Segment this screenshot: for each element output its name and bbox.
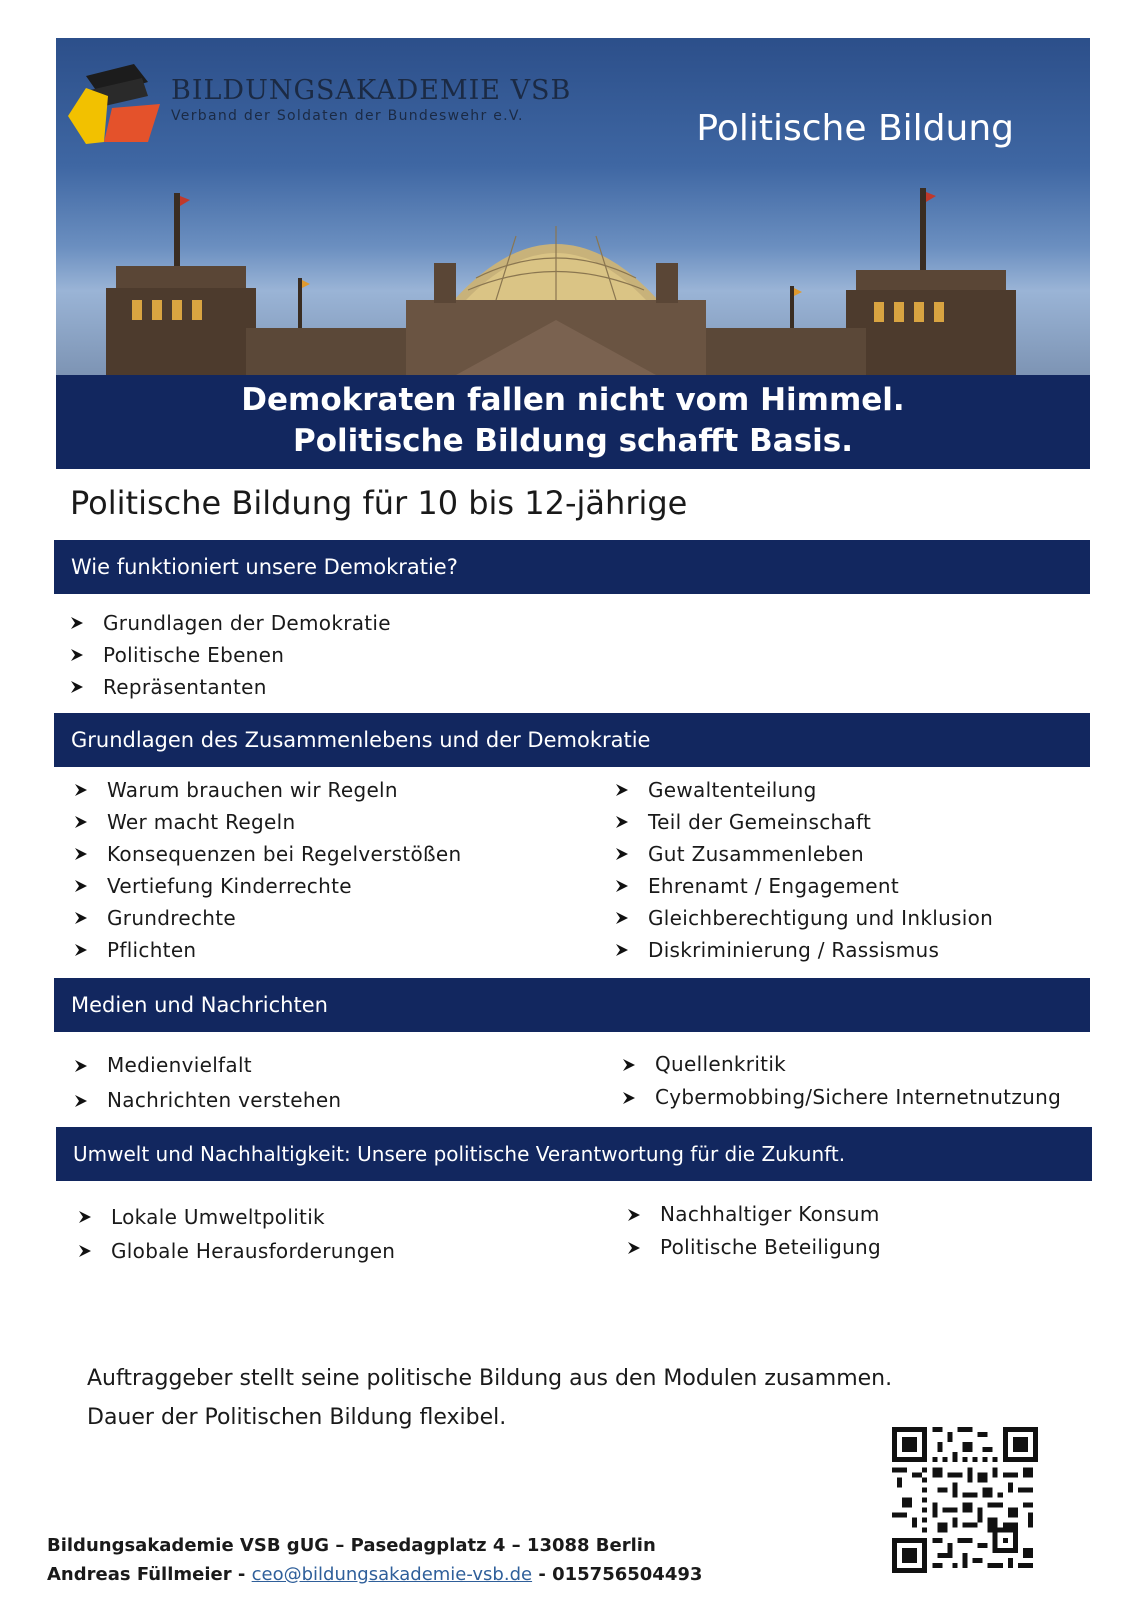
list-item: Politische Beteiligung [627,1231,881,1264]
note-duration: Dauer der Politischen Bildung flexibel. [87,1405,507,1430]
list-item: Ehrenamt / Engagement [615,870,993,902]
qr-code[interactable] [892,1427,1038,1573]
list-item: Grundrechte [74,902,461,934]
slogan-banner [56,375,1090,469]
contact-separator: - [532,1564,553,1585]
footer-contact [47,1564,702,1585]
arrow-bullet-icon [74,879,88,893]
note-modules: Auftraggeber stellt seine politische Bildung aus den Modulen zusammen. [87,1366,893,1391]
footer-address: Bildungsakademie VSB gUG – Pasedagplatz 4 – 13088 Berlin [47,1535,656,1556]
arrow-bullet-icon [615,943,629,957]
list-item: Gleichberechtigung und Inklusion [615,902,993,934]
list-item: Pflichten [74,934,461,966]
arrow-bullet-icon [615,911,629,925]
list-item: Lokale Umweltpolitik [78,1200,395,1234]
hero-banner [56,38,1090,375]
arrow-bullet-icon [74,943,88,957]
arrow-bullet-icon [74,1094,88,1108]
list-item: Diskriminierung / Rassismus [615,934,993,966]
arrow-bullet-icon [615,783,629,797]
arrow-bullet-icon [74,815,88,829]
list-coexistence-left [74,774,461,966]
arrow-bullet-icon [74,1059,88,1073]
list-media-right [622,1048,1061,1114]
section-header-coexistence: Grundlagen des Zusammenlebens und der Demokratie [54,713,1090,767]
logo-title: BILDUNGSAKADEMIE VSB [171,75,572,106]
list-item: Cybermobbing/Sichere Internetnutzung [622,1081,1061,1114]
slogan-line-1: Demokraten fallen nicht vom Himmel. [241,382,905,418]
logo-icon [68,64,160,144]
email-link[interactable]: ceo@bildungsakademie-vsb.de [251,1564,533,1585]
section-header-environment: Umwelt und Nachhaltigkeit: Unsere politische Verantwortung für die Zukunft. [56,1127,1092,1181]
list-coexistence-right [615,774,993,966]
arrow-bullet-icon [70,648,84,662]
arrow-bullet-icon [78,1210,92,1224]
arrow-bullet-icon [70,616,84,630]
logo [171,76,571,124]
arrow-bullet-icon [74,783,88,797]
list-democracy [70,607,391,703]
slogan-line-2: Politische Bildung schafft Basis. [292,423,853,459]
hero-title: Politische Bildung [696,108,1014,149]
list-item: Quellenkritik [622,1048,1061,1081]
list-item: Konsequenzen bei Regelverstößen [74,838,461,870]
list-media-left [74,1048,341,1118]
arrow-bullet-icon [627,1208,641,1222]
section-header-democracy: Wie funktioniert unsere Demokratie? [54,540,1090,594]
list-environment-left [78,1200,395,1268]
arrow-bullet-icon [615,879,629,893]
logo-subtitle: Verband der Soldaten der Bundeswehr e.V. [171,108,524,124]
list-item: Nachhaltiger Konsum [627,1198,881,1231]
list-environment-right [627,1198,881,1264]
list-item: Grundlagen der Demokratie [70,607,391,639]
list-item: Nachrichten verstehen [74,1083,341,1118]
list-item: Teil der Gemeinschaft [615,806,993,838]
contact-separator: - [231,1564,252,1585]
arrow-bullet-icon [627,1241,641,1255]
arrow-bullet-icon [74,911,88,925]
arrow-bullet-icon [622,1091,636,1105]
arrow-bullet-icon [70,680,84,694]
section-header-media: Medien und Nachrichten [54,978,1090,1032]
list-item: Wer macht Regeln [74,806,461,838]
arrow-bullet-icon [615,815,629,829]
arrow-bullet-icon [622,1058,636,1072]
contact-name: Andreas Füllmeier [47,1564,232,1585]
arrow-bullet-icon [615,847,629,861]
arrow-bullet-icon [74,847,88,861]
list-item: Globale Herausforderungen [78,1234,395,1268]
arrow-bullet-icon [78,1244,92,1258]
list-item: Repräsentanten [70,671,391,703]
list-item: Politische Ebenen [70,639,391,671]
page-subtitle: Politische Bildung für 10 bis 12-jährige [70,484,688,522]
list-item: Medienvielfalt [74,1048,341,1083]
list-item: Warum brauchen wir Regeln [74,774,461,806]
list-item: Vertiefung Kinderrechte [74,870,461,902]
contact-phone: 015756504493 [552,1564,703,1585]
list-item: Gut Zusammenleben [615,838,993,870]
list-item: Gewaltenteilung [615,774,993,806]
